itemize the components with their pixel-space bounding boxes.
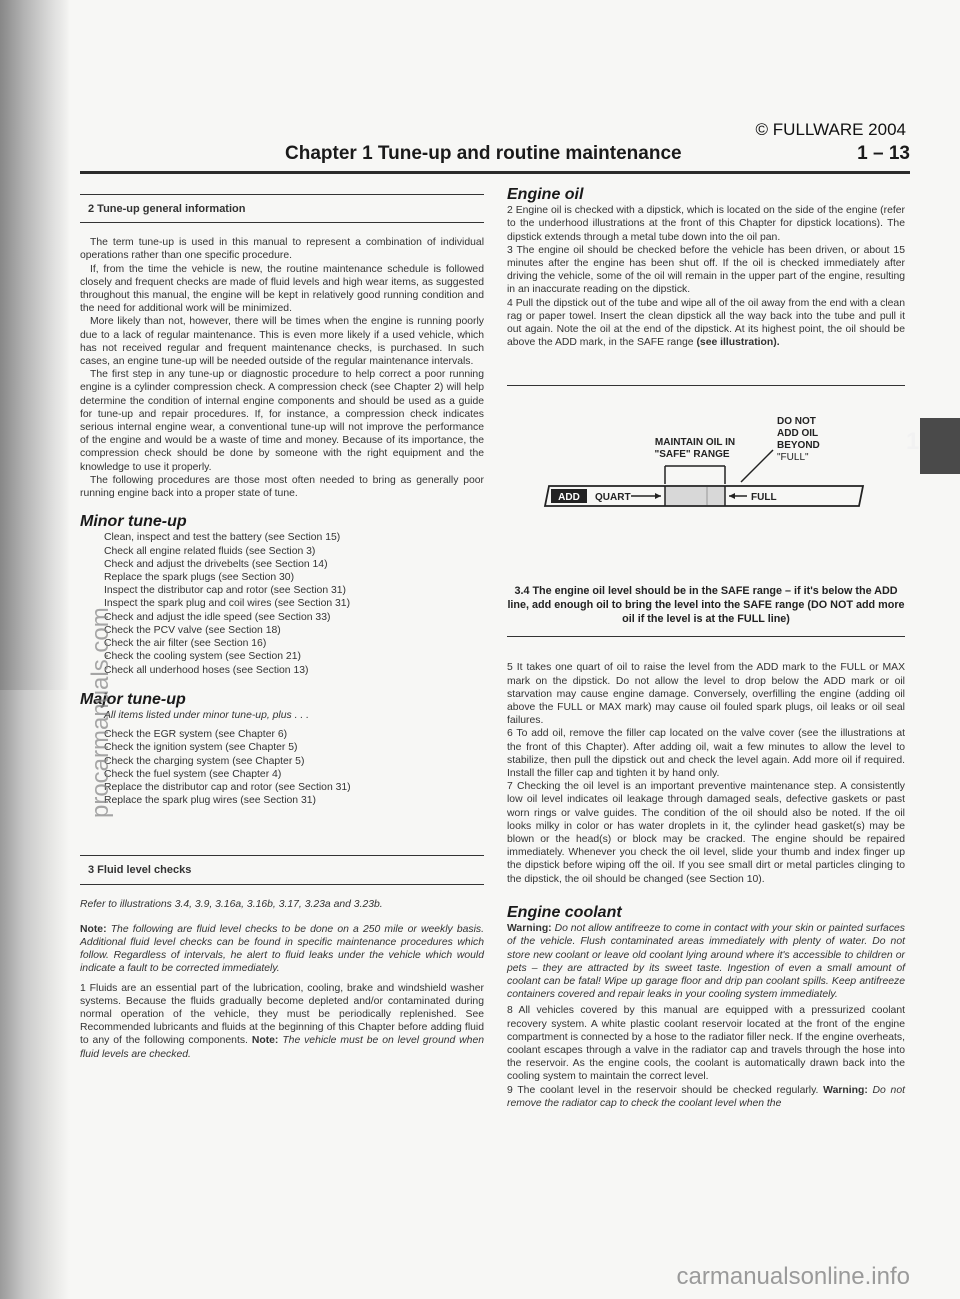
minor-tune-up-heading: Minor tune-up bbox=[80, 513, 187, 531]
list-item: Check the air filter (see Section 16) bbox=[104, 638, 267, 650]
list-item: Check the PCV valve (see Section 18) bbox=[104, 624, 281, 636]
list-item: Check all engine related fluids (see Section 3) bbox=[104, 545, 316, 557]
list-item: Check the ignition system (see Chapter 5) bbox=[104, 742, 298, 754]
list-item: Replace the spark plugs (see Section 30) bbox=[104, 572, 295, 584]
left-column bbox=[80, 194, 484, 1061]
section-3-title: 3 Fluid level checks bbox=[88, 864, 192, 877]
right-column bbox=[507, 188, 905, 1110]
side-watermark bbox=[78, 600, 118, 820]
paragraph: 3 The engine oil should be checked before the vehicle has been driven, or about 15 minutes after the engine has been shut off. If the oil is checked immediately after driving the vehicle, some of the oil will remain in the upper part of the engine, resulting in an inaccurate reading on the dipstick. bbox=[507, 244, 905, 296]
chapter-thumb-number: 1 bbox=[906, 428, 920, 455]
chapter-title: Chapter 1 Tune-up and routine maintenance bbox=[285, 143, 682, 164]
header-rule bbox=[80, 171, 910, 174]
footer-watermark: carmanualsonline.info bbox=[676, 1263, 910, 1290]
paragraph: 2 Engine oil is checked with a dipstick, which is located on the side of the engine (refer to the underhood illustrations at the front of this Chapter for dipstick locations). The dipstick extends through a metal tube down into the oil pan. bbox=[507, 205, 905, 243]
paragraph-1-text: 1 Fluids are an essential part of the lubrication, cooling, brake and windshield washer systems. Because the fluids gradually become depleted and/or contaminated during normal operation of the vehicle, they must be periodically replenished. See Recommended lubricants and fluids at the beginning of this Chapter before adding fluid to any of the following components. bbox=[80, 982, 484, 1047]
page-number: 1 – 13 bbox=[857, 143, 910, 164]
paragraph-9 bbox=[507, 1084, 905, 1110]
figure-caption: 3.4 The engine oil level should be in the SAFE range – if it's below the ADD line, add enough oil to bring the level into the SAFE range (DO NOT add more oil if the level is at the FULL line) bbox=[507, 585, 905, 626]
list-item: Check the cooling system (see Section 21) bbox=[104, 651, 301, 663]
engine-coolant-heading: Engine coolant bbox=[507, 903, 622, 921]
full-label: FULL bbox=[751, 492, 777, 504]
paragraph-text: 4 Pull the dipstick out of the tube and wipe all of the oil away from the end with a clean rag or paper towel. Insert the clean dipstick all the way back into the tube and pull it out again. Note the oil at the end of the dipstick. At its highest point, the oil should be above the ADD mark, in the SAFE range bbox=[507, 297, 905, 349]
engine-oil-heading: Engine oil bbox=[507, 186, 584, 203]
list-item: Check and adjust the idle speed (see Section 33) bbox=[104, 611, 331, 623]
list-item: Check the EGR system (see Chapter 6) bbox=[104, 729, 288, 741]
paragraph: More likely than not, however, there will be times when the engine is running poorly due to a lack of regular maintenance. This is even more likely if a used vehicle, which has not received regular and frequent maintenance checks, is purchased. In such cases, an engine tune-up will be needed outside of the regular maintenance intervals. bbox=[80, 316, 484, 368]
minor-tune-up-list bbox=[80, 531, 484, 676]
page-header bbox=[285, 143, 910, 167]
list-item: Inspect the spark plug and coil wires (see Section 31) bbox=[104, 598, 351, 610]
chapter-thumb-tab bbox=[920, 418, 960, 474]
quart-arrowhead bbox=[655, 493, 661, 499]
paragraph: 6 To add oil, remove the filler cap located on the valve cover (see the illustrations at the front of this Chapter). After adding oil, wait a few minutes to allow the level to stabilize, then pull the dipstick out and check the level again. Add more oil if required. Install the filler cap and tighten it by hand only. bbox=[507, 728, 905, 780]
maintain-label: MAINTAIN OIL IN bbox=[654, 437, 736, 449]
warning-text: Do not remove the radiator cap to check the coolant level when the bbox=[507, 1084, 906, 1109]
note-paragraph bbox=[80, 923, 484, 976]
paragraph: The first step in any tune-up or diagnostic procedure to help correct a poor running engine is a cylinder compression check. A compression check (see Chapter 2) will help determine the condition of internal engine components and should be used as a guide for tune-up and repair procedures. If, for instance, a compression check indicates serious internal engine wear, a conventional tune-up will not improve the performance of the engine and would be a waste of time and money. Because of its importance, the compression check should be done by someone with the right equipment and the knowledge to use it properly. bbox=[80, 369, 484, 473]
list-item: Inspect the distributor cap and rotor (see Section 31) bbox=[104, 585, 347, 597]
list-item: Clean, inspect and test the battery (see Section 15) bbox=[104, 532, 341, 544]
paragraph: 5 It takes one quart of oil to raise the level from the ADD mark to the FULL or MAX mark on the dipstick. Do not allow the level to drop below the ADD mark or oil starvation may cause engine damage. Conversely, overfilling the engine (adding oil above the FULL or MAX mark) may cause oil fouled spark plugs, oil leaks or oil seal failures. bbox=[507, 662, 905, 727]
paragraph: If, from the time the vehicle is new, the routine maintenance schedule is followed closely and frequent checks are made of fluid levels and high wear items, as suggested throughout this manual, the engine will be kept in relatively good running condition and the need for additional work will be minimized. bbox=[80, 263, 484, 315]
paragraph: The term tune-up is used in this manual to represent a combination of individual operations rather than one specific procedure. bbox=[80, 237, 484, 262]
copyright-watermark: © FULLWARE 2004 bbox=[755, 120, 906, 139]
list-item: Replace the spark plug wires (see Section 31) bbox=[104, 795, 316, 807]
major-tune-up-list bbox=[80, 709, 484, 807]
paragraph-8: 8 All vehicles covered by this manual are equipped with a pressurized coolant recovery system. A white plastic coolant reservoir located at the front of the engine compartment is connected by a hose to the radiator filler neck. If the engine overheats, coolant escapes through a valve in the radiator cap and travels through the hose into the reservoir. As the engine cools, the coolant is automatically drawn back into the cooling system to maintain the correct level. bbox=[507, 1005, 905, 1083]
full-arrowhead bbox=[729, 493, 735, 499]
paragraph-9-text: 9 The coolant level in the reservoir should be checked regularly. bbox=[507, 1084, 819, 1096]
add-label: ADD bbox=[558, 492, 580, 504]
list-item: Check the fuel system (see Chapter 4) bbox=[104, 768, 282, 780]
refer-line: Refer to illustrations 3.4, 3.9, 3.16a, 3.16b, 3.17, 3.23a and 3.23b. bbox=[80, 898, 383, 910]
see-illustration: (see illustration). bbox=[696, 337, 780, 349]
section-rule bbox=[80, 222, 484, 223]
note-label: Note: bbox=[80, 923, 107, 935]
list-item: Check the charging system (see Chapter 5) bbox=[104, 755, 305, 767]
side-watermark-text: procarmanuals.com bbox=[87, 607, 114, 818]
safe-zone-fill bbox=[665, 487, 725, 505]
list-item: Check and adjust the drivebelts (see Section 14) bbox=[104, 558, 328, 570]
dipstick-diagram bbox=[507, 386, 905, 576]
do-not-label-2: ADD OIL bbox=[777, 428, 819, 440]
book-spine-dark bbox=[0, 0, 70, 690]
figure-rule bbox=[507, 636, 905, 637]
list-item: Replace the distributor cap and rotor (see Section 31) bbox=[104, 781, 351, 793]
dipstick-figure bbox=[507, 386, 905, 576]
paragraph bbox=[507, 297, 905, 350]
major-tune-up-heading: Major tune-up bbox=[80, 690, 186, 708]
paragraph: The following procedures are those most often needed to bring as generally poor running engine back into a proper state of tune. bbox=[80, 474, 484, 500]
do-not-label-4: "FULL" bbox=[777, 452, 809, 464]
safe-range-label: "SAFE" RANGE bbox=[654, 449, 730, 461]
section-2-title: 2 Tune-up general information bbox=[88, 203, 246, 215]
paragraph: 7 Checking the oil level is an important preventive maintenance step. A consistently low oil level indicates oil leakage through damaged seals, defective gaskets or past worn rings or valve guides. The condition of the oil should also be noted. If the oil looks milky in color or has water droplets in it, the cylinder head gasket(s) may be blown or the head(s) or block may be cracked. The engine should be repaired immediately. Whenever you check the oil level, slide your thumb and index finger up the dipstick before wiping off the oil. If you see small dirt or metal particles clinging to the dipstick, the oil should be changed (see Section 10). bbox=[507, 781, 905, 885]
note-text: The following are fluid level checks to be done on a 250 mile or weekly basis. Additional fluid level checks can be found in specific maintenance procedures which follow. Regardless of intervals, he alert to fluid leaks under the vehicle which would indicate a fault to be corrected immediately. bbox=[80, 923, 484, 975]
note-label: Note: bbox=[251, 1035, 279, 1047]
note-text: The vehicle must be on level ground when fluid levels are checked. bbox=[80, 1035, 485, 1060]
quart-label: QUART bbox=[595, 492, 631, 504]
do-not-label-3: BEYOND bbox=[777, 440, 820, 452]
do-not-label-1: DO NOT bbox=[777, 416, 816, 428]
warning-label: Warning: bbox=[507, 923, 552, 935]
list-intro: All items listed under minor tune-up, plus . . . bbox=[104, 709, 310, 721]
warning-paragraph bbox=[507, 922, 905, 1001]
warning-label: Warning: bbox=[823, 1084, 868, 1096]
warning-text: Do not allow antifreeze to come in contact with your skin or painted surfaces of the vehicle. Flush contaminated areas immediately with plenty of water. Do not store new coolant or leave old coolant lying around where it's accessible to children or pets – they are attracted by its sweet taste. Ingestion of even a small amount of coolant can be fatal! Wipe up garage floor and drip pan coolant spills. Keep antifreeze containers covered and repair leaks in your cooling system immediately. bbox=[507, 923, 905, 1001]
section-rule bbox=[80, 884, 484, 885]
list-item: Check all underhood hoses (see Section 13) bbox=[104, 664, 309, 676]
paragraph-1 bbox=[80, 982, 484, 1061]
beyond-pointer bbox=[741, 450, 773, 482]
